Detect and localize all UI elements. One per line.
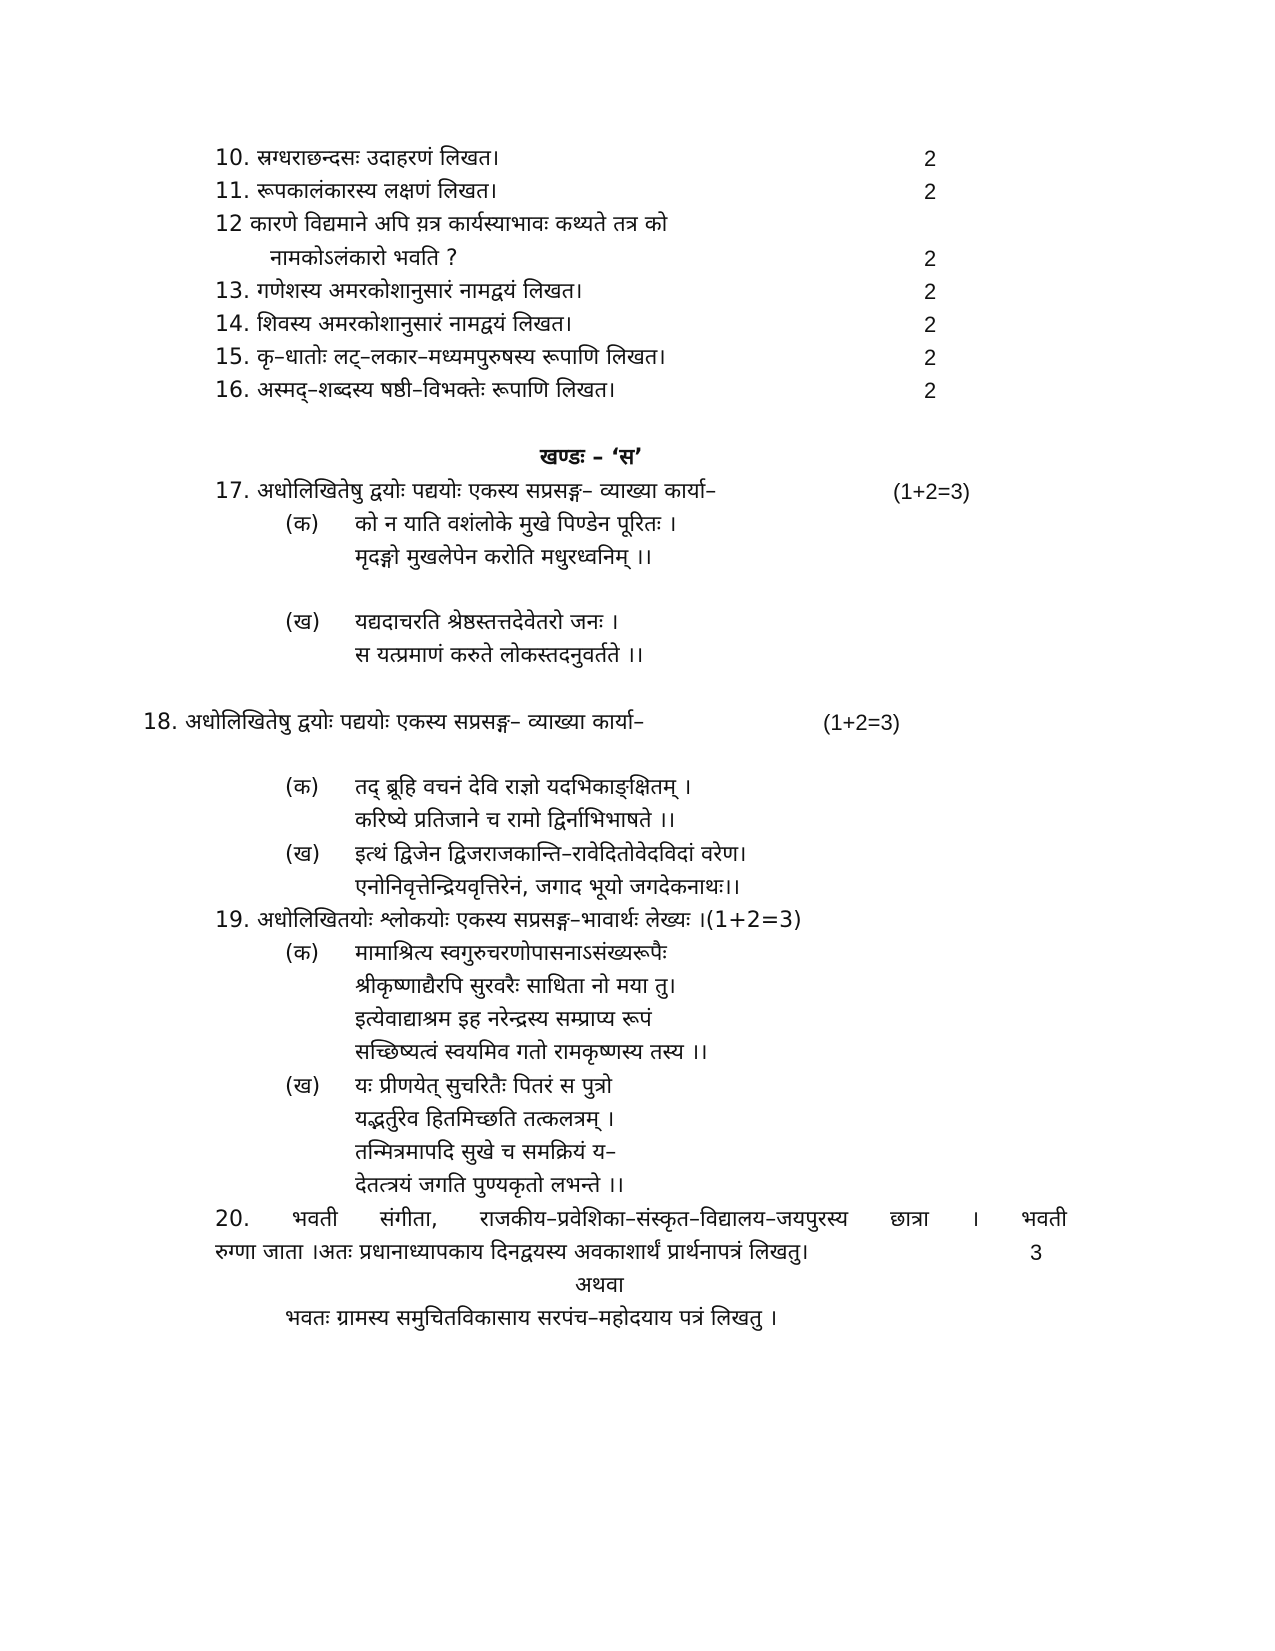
marks-17: (1+2=3) bbox=[893, 479, 971, 504]
verse-line: मामाश्रित्य स्वगुरुचरणोपासनाऽसंख्यरूपैः bbox=[355, 941, 667, 966]
option-label: (क) bbox=[285, 941, 320, 966]
verse-line: सच्छिष्यत्वं स्वयमिव गतो रामकृष्णस्य तस्य ।। bbox=[355, 1040, 708, 1065]
verse-line: यः प्रीणयेत् सुचरितैः पितरं स पुत्रो bbox=[355, 1074, 613, 1099]
question-10: 10. स्रग्धराछन्दसः उदाहरणं लिखत। bbox=[215, 146, 500, 171]
marks-11: 2 bbox=[924, 179, 937, 204]
section-heading: खण्डः – ‘स’ bbox=[540, 445, 643, 470]
verse-line: देतत्त्रयं जगति पुण्यकृतो लभन्ते ।। bbox=[355, 1173, 624, 1198]
question-20-alternative: भवतः ग्रामस्य समुचितविकासाय सरपंच–महोदयाय पत्रं लिखतु । bbox=[285, 1306, 778, 1331]
option-label: (ख) bbox=[285, 1074, 321, 1099]
verse-line: तद् ब्रूहि वचनं देवि राज्ञो यदभिकाङ्क्षितम् । bbox=[355, 775, 692, 800]
or-label: अथवा bbox=[575, 1273, 624, 1298]
option-label: (क) bbox=[285, 775, 320, 800]
marks-20: 3 bbox=[1030, 1240, 1043, 1265]
verse-line: स यत्प्रमाणं करुते लोकस्तदनुवर्तते ।। bbox=[355, 643, 644, 668]
verse-line: मृदङ्गो मुखलेपेन करोति मधुरध्वनिम् ।। bbox=[355, 545, 652, 570]
marks-16: 2 bbox=[924, 378, 937, 403]
question-12-line1: 12 कारणे विद्यमाने अपि य़त्र कार्यस्याभावः कथ्यते तत्र को bbox=[215, 212, 668, 237]
question-13: 13. गणेशस्य अमरकोशानुसारं नामद्वयं लिखत। bbox=[215, 279, 583, 304]
verse-line: एनोनिवृत्तेन्द्रियवृत्तिरेनं, जगाद भूयो जगदेकनाथः।। bbox=[355, 875, 741, 900]
option-label: (क) bbox=[285, 512, 320, 537]
question-17: 17. अधोलिखितेषु द्वयोः पद्ययोः एकस्य सप्रसङ्ग– व्याख्या कार्या– bbox=[215, 479, 717, 504]
marks-14: 2 bbox=[924, 312, 937, 337]
marks-12: 2 bbox=[924, 246, 937, 271]
question-20-line2: रुग्णा जाता ।अतः प्रधानाध्यापकाय दिनद्वयस्य अवकाशार्थं प्रार्थनापत्रं लिखतु। bbox=[215, 1240, 809, 1265]
verse-line: को न याति वशंलोके मुखे पिण्डेन पूरितः । bbox=[355, 512, 677, 537]
question-20-line1: 20. भवती संगीता, राजकीय–प्रवेशिका–संस्कृत–विद्यालय–जयपुरस्य छात्रा । भवती bbox=[215, 1207, 1067, 1232]
question-11: 11. रूपकालंकारस्य लक्षणं लिखत। bbox=[215, 179, 498, 204]
verse-line: यद्भर्तुरेव हितमिच्छति तत्कलत्रम् । bbox=[355, 1107, 615, 1132]
question-18: 18. अधोलिखितेषु द्वयोः पद्ययोः एकस्य सप्रसङ्ग– व्याख्या कार्या– bbox=[143, 710, 645, 735]
verse-line: तन्मित्रमापदि सुखे च समक्रियं य– bbox=[355, 1140, 617, 1165]
verse-line: करिष्ये प्रतिजाने च रामो द्विर्नाभिभाषते ।। bbox=[355, 808, 676, 833]
option-label: (ख) bbox=[285, 610, 321, 635]
marks-10: 2 bbox=[924, 146, 937, 171]
question-15: 15. कृ–धातोः लट्–लकार–मध्यमपुरुषस्य रूपाणि लिखत। bbox=[215, 345, 666, 370]
verse-line: यद्यदाचरति श्रेष्ठस्तत्तदेवेतरो जनः । bbox=[355, 610, 619, 635]
question-12-line2: नामकोऽलंकारो भवति ? bbox=[270, 246, 458, 271]
question-14: 14. शिवस्य अमरकोशानुसारं नामद्वयं लिखत। bbox=[215, 312, 573, 337]
verse-line: श्रीकृष्णाद्यैरपि सुरवरैः साधिता नो मया तु। bbox=[355, 974, 676, 999]
verse-line: इत्येवाद्याश्रम इह नरेन्द्रस्य सम्प्राप्य रूपं bbox=[355, 1007, 652, 1032]
option-label: (ख) bbox=[285, 842, 321, 867]
verse-line: इत्थं द्विजेन द्विजराजकान्ति–रावेदितोवेदविदां वरेण। bbox=[355, 842, 747, 867]
question-19: 19. अधोलिखितयोः श्लोकयोः एकस्य सप्रसङ्ग–भावार्थः लेख्यः ।(1+2=3) bbox=[215, 908, 802, 933]
question-16: 16. अस्मद्–शब्दस्य षष्ठी–विभक्तेः रूपाणि लिखत। bbox=[215, 378, 616, 403]
marks-15: 2 bbox=[924, 345, 937, 370]
marks-18: (1+2=3) bbox=[823, 710, 901, 735]
marks-13: 2 bbox=[924, 279, 937, 304]
